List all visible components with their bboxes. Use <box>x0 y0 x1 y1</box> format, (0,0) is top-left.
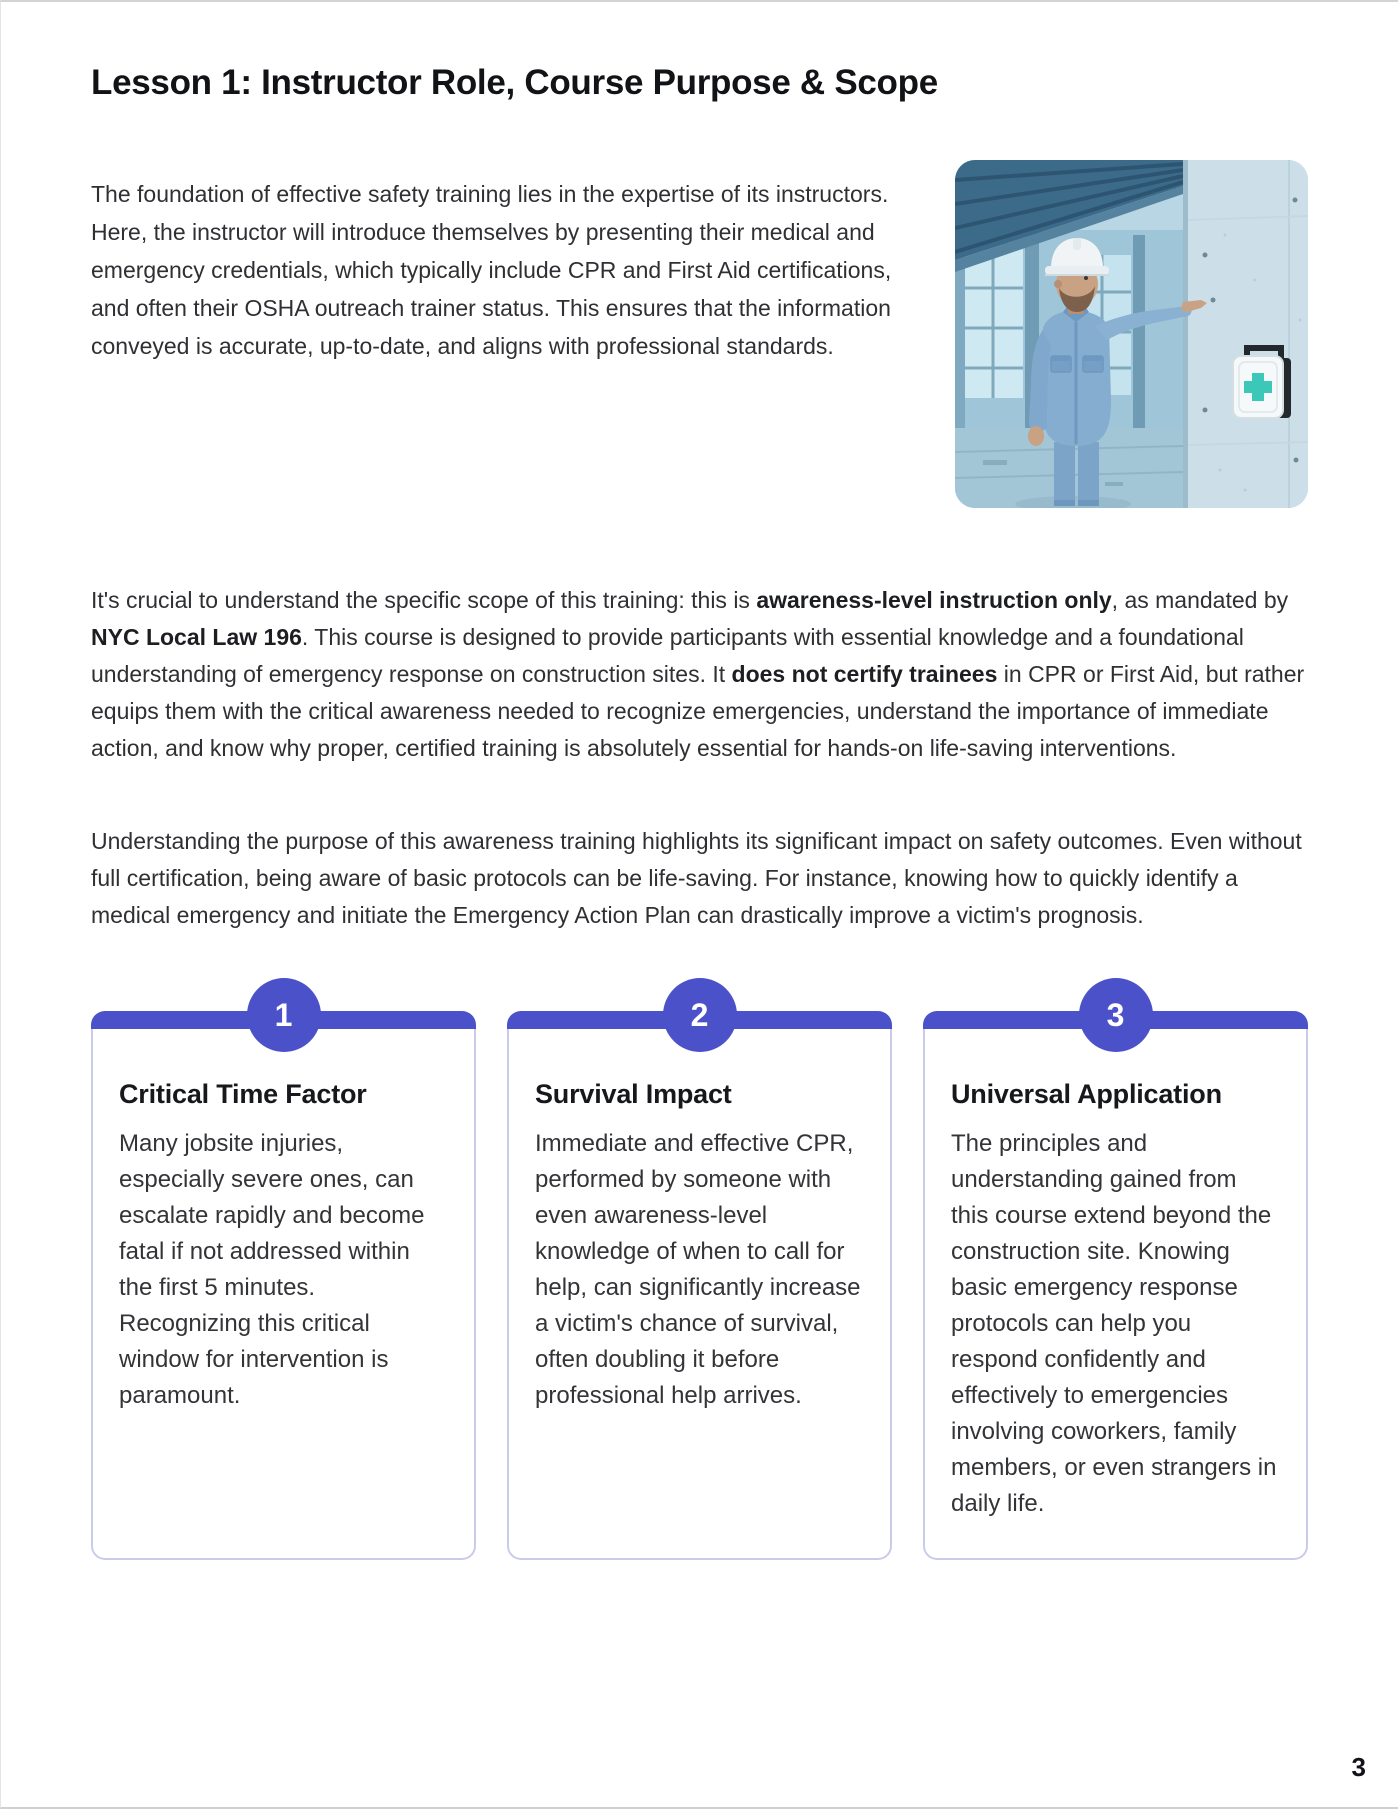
medical-cross-icon <box>1244 381 1272 393</box>
card-number-badge: 1 <box>247 978 321 1052</box>
card-survival-impact <box>507 996 892 1560</box>
column <box>1133 235 1145 435</box>
construction-site-illustration <box>955 160 1308 508</box>
card-body-text: The principles and understanding gained from this course extend beyond the construction site. Knowing basic emergency response protocols can help you respond confidently and effectively to emergencies involving coworkers, family members, or even strangers in daily life. <box>951 1130 1277 1517</box>
card-body-text: Many jobsite injuries, especially severe ones, can escalate rapidly and become fatal if not addressed within the first 5 minutes. Recognizing this critical window for intervention is paramount. <box>119 1130 425 1409</box>
card-critical-time-factor <box>91 996 476 1560</box>
card-title: Critical Time Factor <box>119 1079 367 1109</box>
instructor-first-aid-photo <box>955 160 1308 508</box>
card-universal-application <box>923 996 1308 1560</box>
purpose-paragraph: Understanding the purpose of this awareness training highlights its significant impact on safety outcomes. Even without full certification, being aware of basic protocols can be life-saving. For instance, knowing how to quickly identify a medical emergency and initiate the Emergency Action Plan can drastically improve a victim's prognosis. <box>91 828 1302 928</box>
card-number-badge: 2 <box>663 978 737 1052</box>
intro-section <box>91 152 1308 508</box>
card-title: Universal Application <box>951 1079 1222 1109</box>
key-points-cards <box>91 996 1308 1560</box>
scope-paragraph: It's crucial to understand the specific scope of this training: this is awareness-level instruction only, as mandated by NYC Local Law 196. This course is designed to provide participants with essential knowledge and a foundational understanding of emergency response on construction sites. It does not certify trainees in CPR or First Aid, but rather equips them with the critical awareness needed to recognize emergencies, understand the importance of immediate action, and know why proper, certified training is absolutely essential for hands-on life-saving interventions. <box>91 587 1305 761</box>
card-title: Survival Impact <box>535 1079 732 1109</box>
intro-paragraph: The foundation of effective safety training lies in the expertise of its instructors. Here, the instructor will introduce themselves by presenting their medical and emergency credentials, which typically include CPR and First Aid certifications, and often their OSHA outreach trainer status. This ensures that the information conveyed is accurate, up-to-date, and aligns with professional standards. <box>91 181 892 359</box>
page-number: 3 <box>1351 1752 1366 1782</box>
first-aid-kit <box>1233 348 1291 418</box>
card-number-badge: 3 <box>1079 978 1153 1052</box>
card-body-text: Immediate and effective CPR, performed by someone with even awareness-level knowledge of when to call for help, can significantly increase a victim's chance of survival, often doubling it before professional help arrives. <box>535 1130 861 1409</box>
page-title: Lesson 1: Instructor Role, Course Purpose & Scope <box>91 63 938 102</box>
